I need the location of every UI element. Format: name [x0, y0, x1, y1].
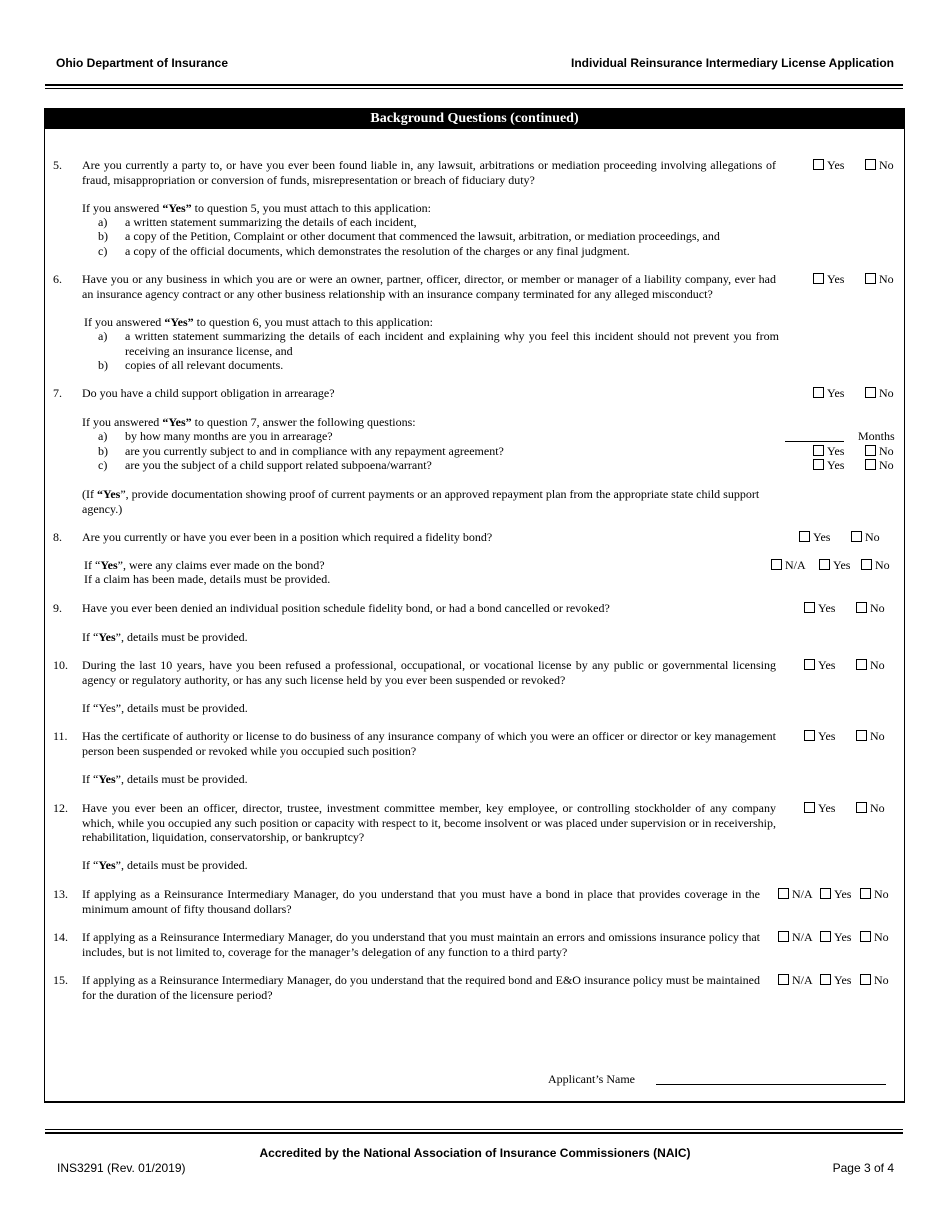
- q8-claims-no-option[interactable]: No: [861, 558, 890, 573]
- q8-followup: If “Yes”, were any claims ever made on the bond?: [84, 558, 325, 572]
- months-label: Months: [858, 429, 895, 443]
- checkbox-icon[interactable]: [860, 974, 871, 985]
- question-12-text: Have you ever been an officer, director, trustee, investment committee member, key employee, or controlling stockholder of any company which, while you occupied any such position or capacity with respect to it, become insolvent or was placed under supervision or in receivership, rehabilitation, liquidation, conservatorship, or bankruptcy?: [82, 801, 776, 844]
- q9-no-option[interactable]: No: [856, 601, 885, 616]
- question-9-text: Have you ever been denied an individual position schedule fidelity bond, or had a bond cancelled or revoked?: [82, 601, 610, 615]
- months-input-line[interactable]: [785, 441, 844, 442]
- q7c-no-option[interactable]: No: [865, 458, 894, 473]
- q6-yes-option[interactable]: Yes: [813, 272, 844, 287]
- q10-no-option[interactable]: No: [856, 658, 885, 673]
- applicant-name-field[interactable]: [656, 1084, 886, 1085]
- header-rule-thin: [45, 88, 903, 89]
- checkbox-icon[interactable]: [799, 531, 810, 542]
- q5-yes-option[interactable]: Yes: [813, 158, 844, 173]
- checkbox-icon[interactable]: [860, 931, 871, 942]
- q13-no-option[interactable]: No: [860, 887, 889, 902]
- q14-na-option[interactable]: N/A: [778, 930, 813, 945]
- checkbox-icon[interactable]: [856, 730, 867, 741]
- checkbox-icon[interactable]: [819, 559, 830, 570]
- q9-yes-option[interactable]: Yes: [804, 601, 835, 616]
- footer-rule: [45, 1132, 903, 1134]
- question-number: 9.: [53, 601, 62, 615]
- q14-yes-option[interactable]: Yes: [820, 930, 851, 945]
- question-number: 8.: [53, 530, 62, 544]
- q11-no-option[interactable]: No: [856, 729, 885, 744]
- q8-claims-na-option[interactable]: N/A: [771, 558, 806, 573]
- q15-no-option[interactable]: No: [860, 973, 889, 988]
- q8-followup-line2: If a claim has been made, details must be provided.: [84, 572, 331, 586]
- q15-yes-option[interactable]: Yes: [820, 973, 851, 988]
- q7b-no-option[interactable]: No: [865, 444, 894, 459]
- q11-yes-option[interactable]: Yes: [804, 729, 835, 744]
- checkbox-icon[interactable]: [813, 387, 824, 398]
- form-title: Individual Reinsurance Intermediary License Application: [571, 56, 894, 70]
- question-number: 5.: [53, 158, 62, 172]
- question-10-text: During the last 10 years, have you been refused a professional, occupational, or vocational license by any public or governmental licensing agency or regulatory authority, or has any such license held by you ever been suspended or revoked?: [82, 658, 776, 687]
- checkbox-icon[interactable]: [860, 888, 871, 899]
- checkbox-icon[interactable]: [861, 559, 872, 570]
- checkbox-icon[interactable]: [804, 802, 815, 813]
- question-number: 14.: [53, 930, 68, 944]
- q5-no-option[interactable]: No: [865, 158, 894, 173]
- checkbox-icon[interactable]: [778, 974, 789, 985]
- checkbox-icon[interactable]: [778, 888, 789, 899]
- checkbox-icon[interactable]: [813, 445, 824, 456]
- page-number: Page 3 of 4: [832, 1161, 894, 1175]
- question-6-text: Have you or any business in which you are or were an owner, partner, officer, director, or member or manager of a liability company, ever had an insurance agency contract or any other business relationship with an insurance company terminated for any alleged misconduct?: [82, 272, 776, 301]
- checkbox-icon[interactable]: [771, 559, 782, 570]
- q7c-yes-option[interactable]: Yes: [813, 458, 844, 473]
- question-number: 13.: [53, 887, 68, 901]
- checkbox-icon[interactable]: [851, 531, 862, 542]
- q13-yes-option[interactable]: Yes: [820, 887, 851, 902]
- q7-yes-option[interactable]: Yes: [813, 386, 844, 401]
- accreditation-text: Accredited by the National Association of Insurance Commissioners (NAIC): [259, 1146, 691, 1160]
- checkbox-icon[interactable]: [856, 802, 867, 813]
- q9-followup: If “Yes”, details must be provided.: [82, 630, 248, 644]
- q6-followup: If you answered “Yes” to question 6, you must attach to this application:: [84, 315, 433, 329]
- checkbox-icon[interactable]: [820, 931, 831, 942]
- question-14-text: If applying as a Reinsurance Intermediary Manager, do you understand that you must maintain an errors and omissions insurance policy that includes, but is not limited to, coverage for the manager’s delegation of any function to a third party?: [82, 930, 760, 959]
- question-number: 12.: [53, 801, 68, 815]
- q13-na-option[interactable]: N/A: [778, 887, 813, 902]
- q12-yes-option[interactable]: Yes: [804, 801, 835, 816]
- q5-followup: If you answered “Yes” to question 5, you must attach to this application:: [82, 201, 431, 215]
- question-5-text: Are you currently a party to, or have you ever been found liable in, any lawsuit, arbitrations or mediation proceeding involving allegations of fraud, misappropriation or conversion of funds, misrepresentation or breach of fiduciary duty?: [82, 158, 776, 187]
- question-number: 15.: [53, 973, 68, 987]
- question-7-text: Do you have a child support obligation in arrearage?: [82, 386, 335, 400]
- checkbox-icon[interactable]: [865, 273, 876, 284]
- checkbox-icon[interactable]: [856, 659, 867, 670]
- q15-na-option[interactable]: N/A: [778, 973, 813, 988]
- q7-note: (If “Yes”, provide documentation showing proof of current payments or an approved repayment plan from the appropriate state child support agency.): [82, 487, 760, 516]
- question-number: 10.: [53, 658, 68, 672]
- q8-claims-yes-option[interactable]: Yes: [819, 558, 850, 573]
- q10-followup: If “Yes”, details must be provided.: [82, 701, 248, 715]
- checkbox-icon[interactable]: [778, 931, 789, 942]
- question-8-text: Are you currently or have you ever been in a position which required a fidelity bond?: [82, 530, 493, 544]
- checkbox-icon[interactable]: [865, 159, 876, 170]
- q8-yes-option[interactable]: Yes: [799, 530, 830, 545]
- q8-no-option[interactable]: No: [851, 530, 880, 545]
- checkbox-icon[interactable]: [865, 445, 876, 456]
- checkbox-icon[interactable]: [804, 602, 815, 613]
- form-number: INS3291 (Rev. 01/2019): [57, 1161, 186, 1175]
- q12-followup: If “Yes”, details must be provided.: [82, 858, 248, 872]
- checkbox-icon[interactable]: [865, 387, 876, 398]
- q7-followup: If you answered “Yes” to question 7, answer the following questions:: [82, 415, 416, 429]
- checkbox-icon[interactable]: [804, 730, 815, 741]
- checkbox-icon[interactable]: [813, 459, 824, 470]
- section-title: Background Questions (continued): [44, 108, 905, 129]
- department-name: Ohio Department of Insurance: [56, 56, 229, 70]
- checkbox-icon[interactable]: [820, 888, 831, 899]
- checkbox-icon[interactable]: [804, 659, 815, 670]
- question-number: 7.: [53, 386, 62, 400]
- checkbox-icon[interactable]: [813, 273, 824, 284]
- q6-no-option[interactable]: No: [865, 272, 894, 287]
- question-number: 6.: [53, 272, 62, 286]
- question-15-text: If applying as a Reinsurance Intermediary Manager, do you understand that the required bond and E&O insurance policy must be maintained for the duration of the licensure period?: [82, 973, 760, 1002]
- q14-no-option[interactable]: No: [860, 930, 889, 945]
- q7b-yes-option[interactable]: Yes: [813, 444, 844, 459]
- question-13-text: If applying as a Reinsurance Intermediary Manager, do you understand that you must have a bond in place that provides coverage in the minimum amount of fifty thousand dollars?: [82, 887, 760, 916]
- q10-yes-option[interactable]: Yes: [804, 658, 835, 673]
- checkbox-icon[interactable]: [865, 459, 876, 470]
- header-rule: [45, 84, 903, 86]
- checkbox-icon[interactable]: [813, 159, 824, 170]
- q7-no-option[interactable]: No: [865, 386, 894, 401]
- applicant-name-label: Applicant’s Name: [548, 1072, 635, 1086]
- q11-followup: If “Yes”, details must be provided.: [82, 772, 248, 786]
- footer-rule-thin: [45, 1129, 903, 1130]
- question-number: 11.: [53, 729, 68, 743]
- question-11-text: Has the certificate of authority or license to do business of any insurance company of which you were an officer or director or key management person been suspended or revoked while you occupied such position?: [82, 729, 776, 758]
- q12-no-option[interactable]: No: [856, 801, 885, 816]
- checkbox-icon[interactable]: [856, 602, 867, 613]
- checkbox-icon[interactable]: [820, 974, 831, 985]
